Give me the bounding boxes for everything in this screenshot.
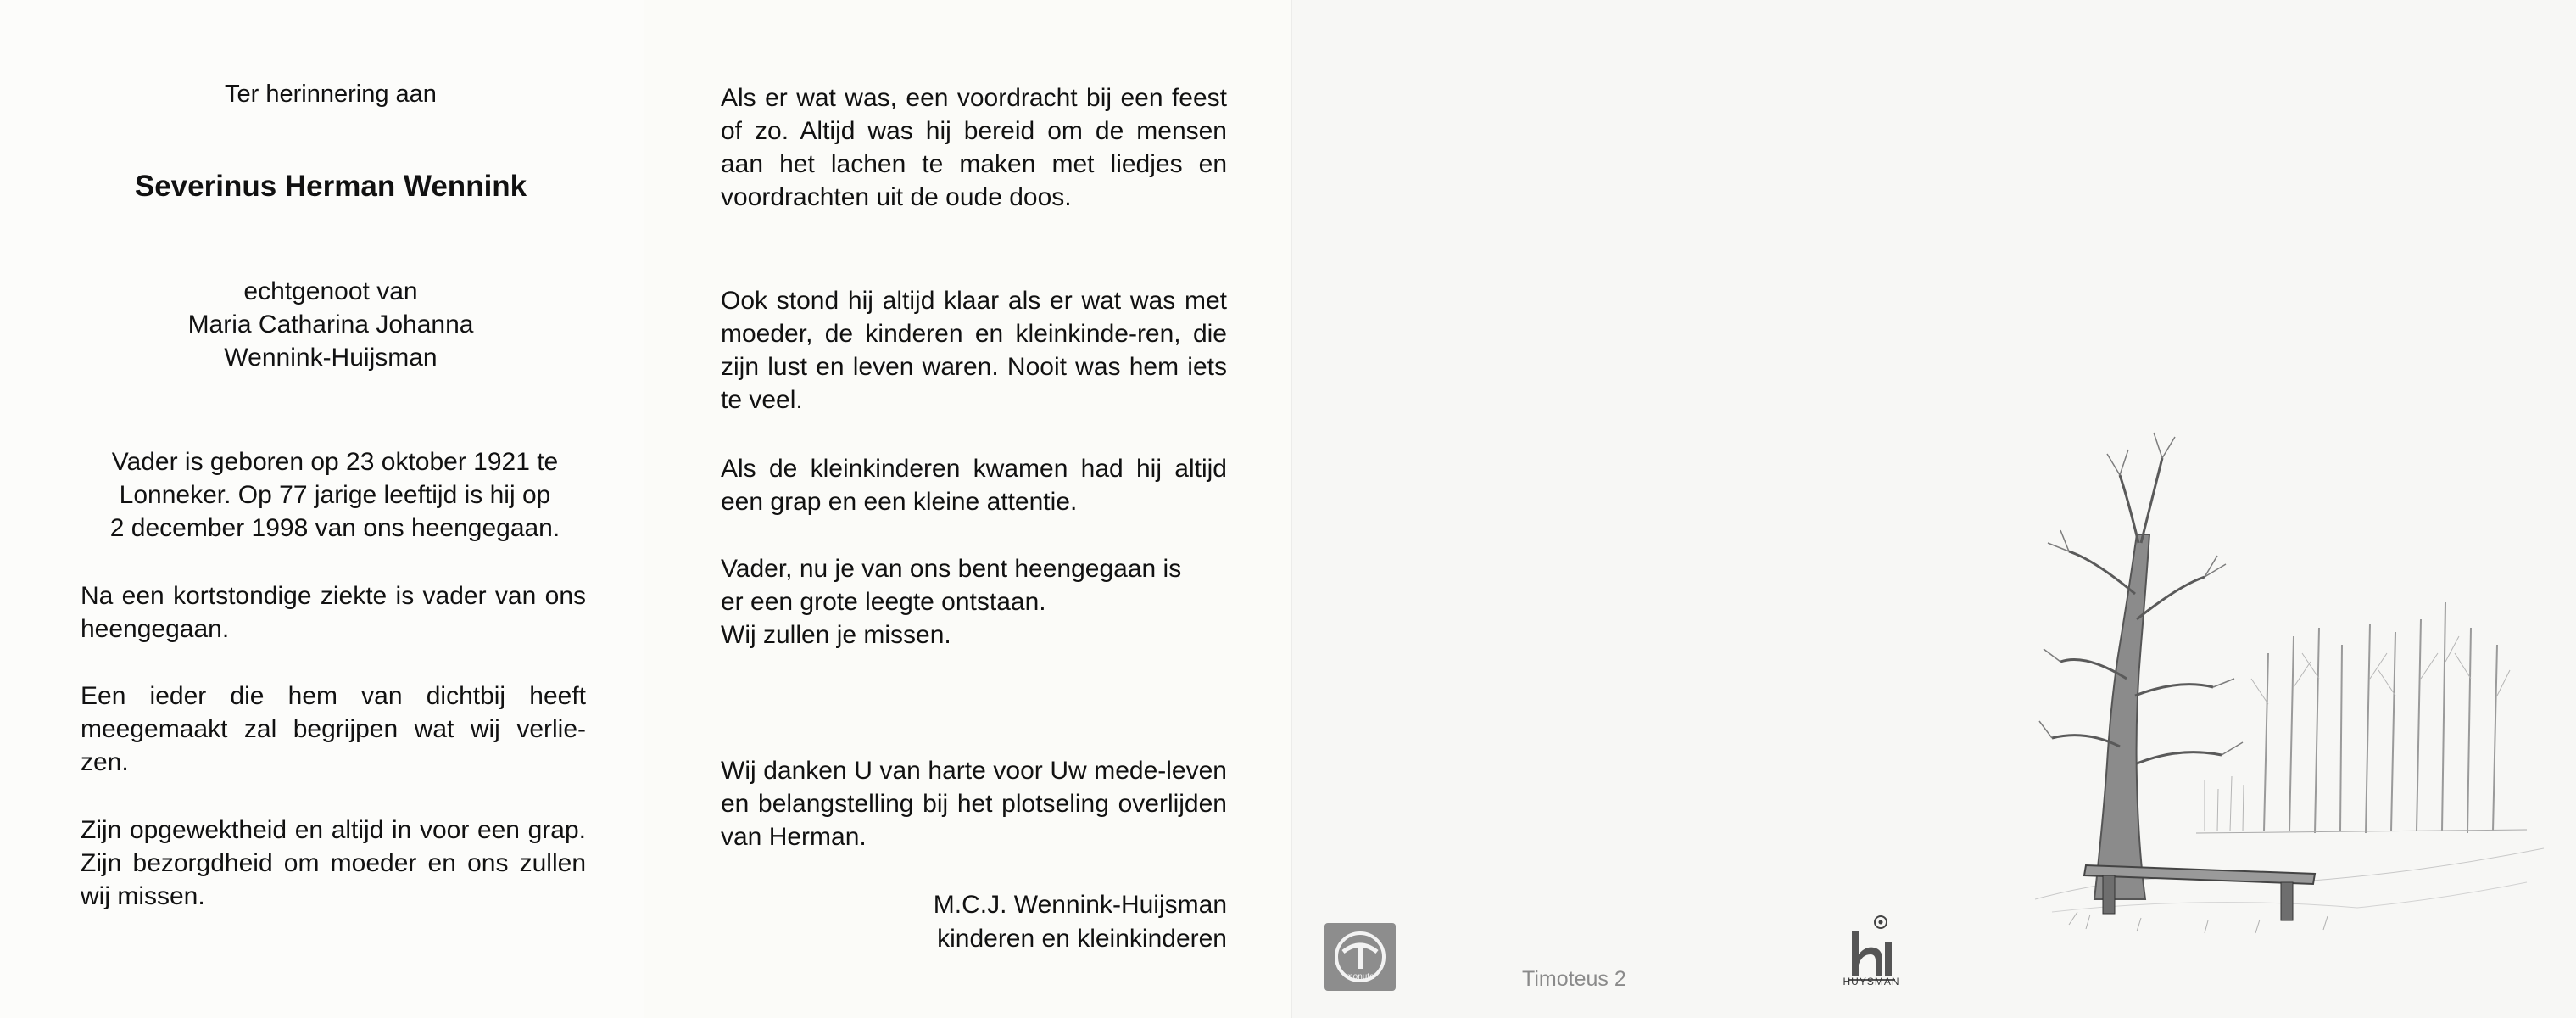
left-paragraph-2: Een ieder die hem van dichtbij heeft meegemaakt zal begrijpen wat wij verlie-zen. [81, 682, 586, 776]
birth-line: 2 december 1998 van ons heengegaan. [109, 514, 560, 542]
monuta-logo-text: monuta [1346, 972, 1374, 982]
middle-paragraph-4 [721, 552, 1227, 652]
winter-tree-bench-drawing [2035, 424, 2544, 950]
huysman-logo-text: HUYSMAN [1843, 976, 1900, 987]
birth-paragraph [81, 445, 589, 545]
farewell-line: Vader, nu je van ons bent heengegaan is [721, 555, 1182, 583]
spouse-name: Maria Catharina Johanna [187, 310, 474, 338]
farewell-line: er een grote leegte ontstaan. [721, 588, 1046, 616]
left-paragraph-1: Na een kortstondige ziekte is vader van ons heengegaan. [81, 582, 586, 643]
spouse-lead: echtgenoot van [243, 277, 418, 305]
deceased-name: Severinus Herman Wennink [134, 170, 527, 203]
signature: M.C.J. Wennink-Huijsman [933, 891, 1227, 919]
middle-paragraph-1: Als er wat was, een voordracht bij een feest of zo. Altijd was hij bereid om de mensen aan het lachen te maken met liedjes en voordrachten uit de oude doos. [721, 84, 1227, 211]
birth-line: Lonneker. Op 77 jarige leeftijd is hij op [119, 481, 551, 509]
birth-line: Vader is geboren op 23 oktober 1921 te [111, 448, 559, 476]
middle-paragraph-3: Als de kleinkinderen kwamen had hij altijd een grap en een kleine attentie. [721, 455, 1227, 516]
signature-sub: kinderen en kleinkinderen [937, 925, 1227, 953]
spouse-surname: Wennink-Huijsman [224, 344, 438, 372]
middle-paragraph-2: Ook stond hij altijd klaar als er wat was met moeder, de kinderen en kleinkinde-ren, die zijn lust en leven waren. Nooit was hem iets te veel. [721, 287, 1227, 414]
intro-text: Ter herinnering aan [225, 81, 437, 108]
card-code: Timoteus 2 [1522, 967, 1626, 991]
monuta-icon [1324, 923, 1396, 991]
thanks-paragraph: Wij danken U van harte voor Uw mede-leven en belangstelling bij het plotseling overlijden van Herman. [721, 757, 1227, 851]
left-paragraph-3: Zijn opgewektheid en altijd in voor een grap. Zijn bezorgdheid om moeder en ons zullen wij missen. [81, 816, 586, 910]
farewell-line: Wij zullen je missen. [721, 621, 951, 649]
monuta-logo [1324, 923, 1396, 991]
